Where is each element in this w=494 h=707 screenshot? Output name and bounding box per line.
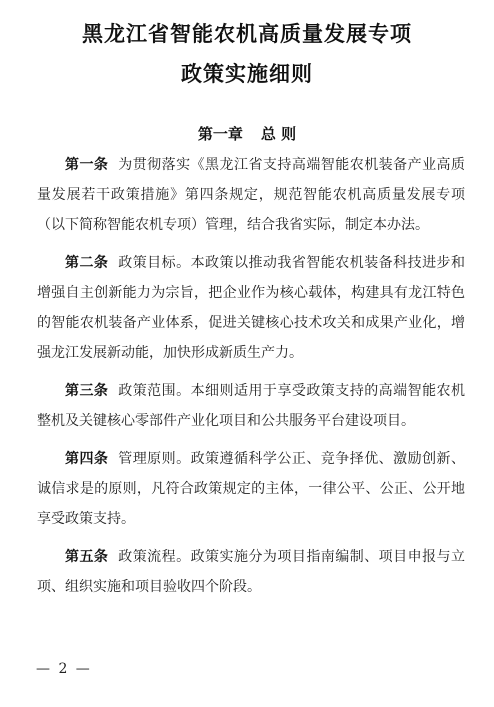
chapter-name: 总 则: [260, 125, 297, 143]
article-5: [37, 542, 465, 602]
article-heading: 第二条: [65, 255, 109, 271]
article-heading: 第一条: [65, 157, 109, 173]
article-heading: 第三条: [65, 383, 109, 399]
article-list: [37, 150, 465, 610]
article-text: 政策流程。政策实施分为项目指南编制、项目申报与立项、组织实施和项目验收四个阶段。: [37, 549, 466, 595]
article-heading: 第五条: [65, 549, 109, 565]
chapter-heading: [0, 123, 494, 144]
article-text: 为贯彻落实《黑龙江省支持高端智能农机装备产业高质量发展若干政策措施》第四条规定，规范智能农机高质量发展专项（以下简称智能农机专项）管理，结合我省实际，制定本办法。: [37, 157, 466, 233]
article-heading: 第四条: [65, 451, 109, 467]
article-2: [37, 248, 465, 368]
page-number: — 2 —: [36, 661, 92, 677]
article-text: 政策目标。本政策以推动我省智能农机装备科技进步和增强自主创新能力为宗旨，把企业作为核心载体，构建具有龙江特色的智能农机装备产业体系，促进关键核心技术攻关和成果产业化，增强龙江发展新动能，加快形成新质生产力。: [37, 255, 466, 361]
article-text: 政策范围。本细则适用于享受政策支持的高端智能农机整机及关键核心零部件产业化项目和公共服务平台建设项目。: [37, 383, 466, 429]
document-title-line-2: 政策实施细则: [181, 61, 313, 86]
document-title-line-1: 黑龙江省智能农机高质量发展专项: [82, 21, 412, 46]
article-4: [37, 444, 465, 534]
article-text: 管理原则。政策遵循科学公正、竞争择优、激励创新、诚信求是的原则，凡符合政策规定的主体，一律公平、公正、公开地享受政策支持。: [37, 451, 466, 527]
chapter-number: 第一章: [197, 125, 243, 143]
article-3: [37, 376, 465, 436]
article-1: [37, 150, 465, 240]
